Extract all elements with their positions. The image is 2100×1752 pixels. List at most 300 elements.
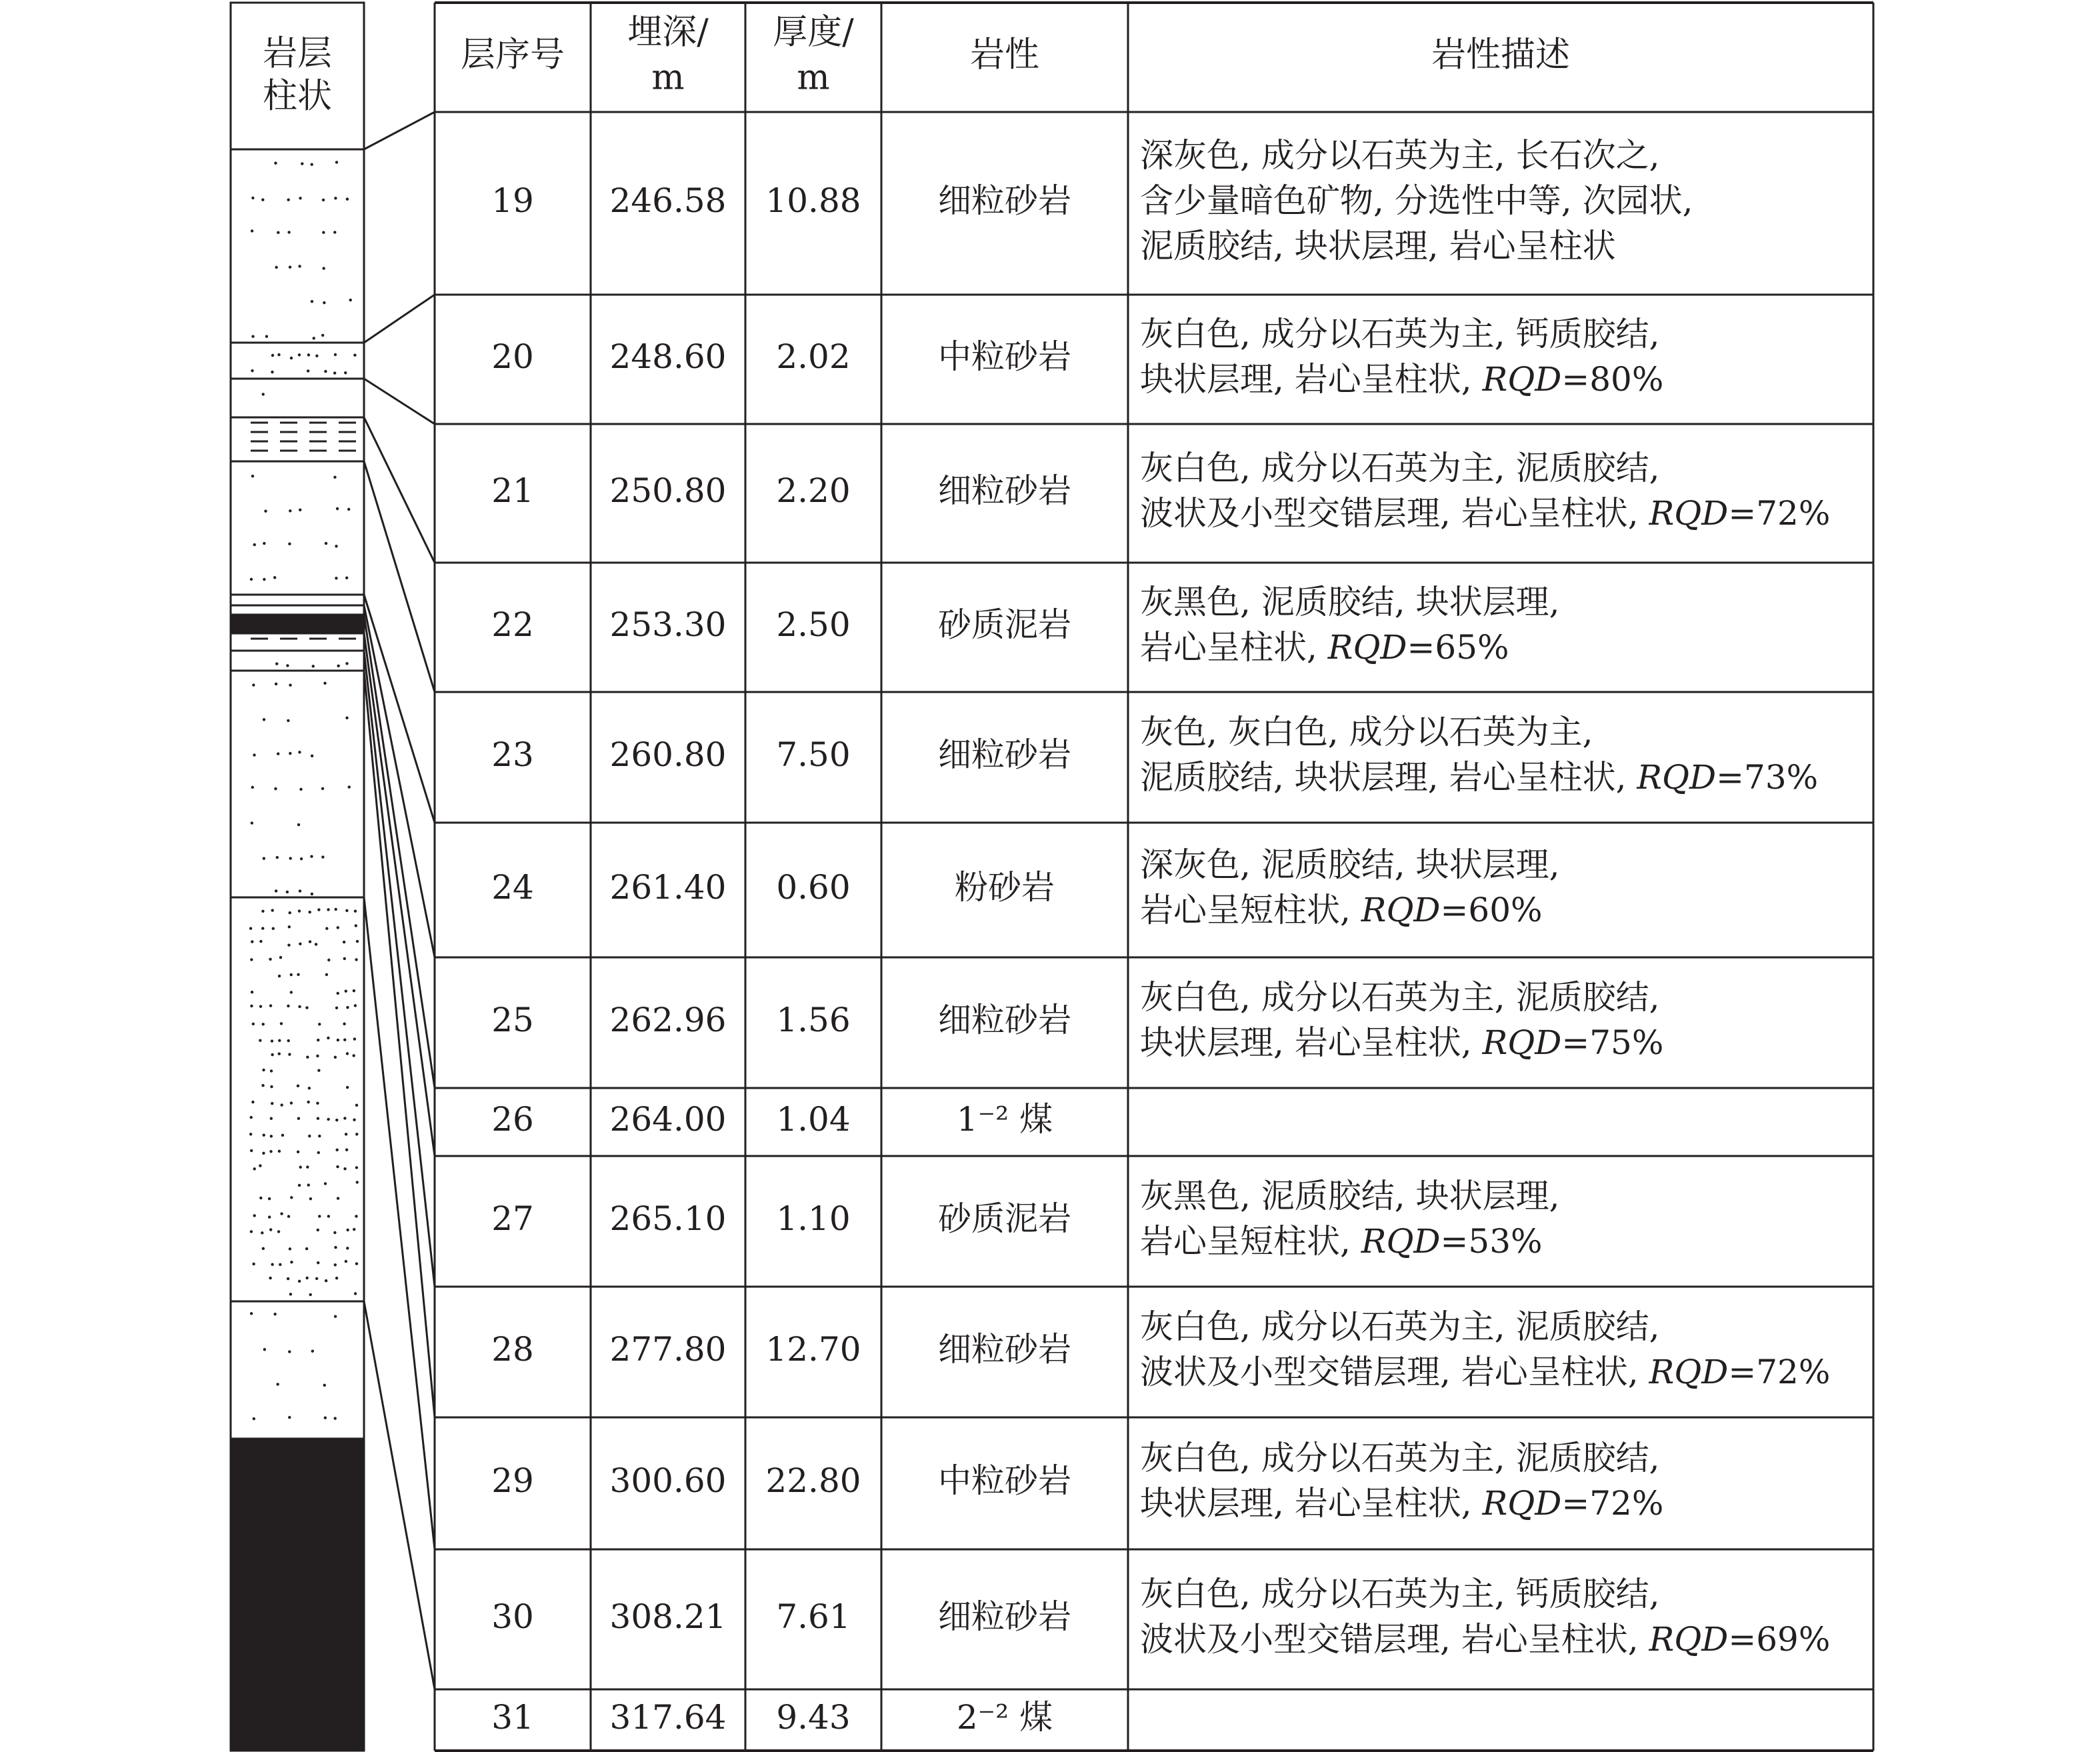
grain-dot: [299, 197, 301, 199]
grain-dot: [334, 1246, 337, 1249]
grain-dot: [315, 943, 317, 945]
cell-depth: 250.80: [609, 471, 727, 510]
grain-dot: [323, 1384, 326, 1387]
coal-fill: [231, 615, 364, 633]
description-text: =80%: [1561, 360, 1664, 399]
table-row: [491, 978, 1663, 1062]
header-depth-unit: m: [651, 57, 685, 98]
grain-dot: [251, 1101, 254, 1103]
grain-dot: [325, 973, 328, 976]
grain-dot: [317, 1069, 320, 1071]
grain-dot: [334, 197, 337, 199]
grain-dot: [317, 1117, 319, 1119]
grain-dot: [317, 1151, 320, 1154]
cell-seq: 19: [491, 181, 534, 220]
grain-dot: [345, 1260, 347, 1263]
grain-dot: [298, 751, 301, 753]
cell-description-line: [1140, 1023, 1663, 1062]
grain-dot: [276, 1383, 279, 1385]
description-text: =72%: [1728, 1353, 1831, 1391]
grain-dot: [269, 1228, 272, 1231]
cell-thickness: 2.20: [776, 471, 851, 510]
grain-dot: [333, 476, 336, 479]
grain-dot: [335, 577, 337, 579]
rqd-label: RQD: [1482, 1023, 1562, 1062]
grain-dot: [327, 959, 330, 961]
grain-dot: [272, 927, 275, 930]
grain-dot: [325, 927, 328, 930]
grain-dot: [253, 543, 256, 546]
grain-dot: [311, 163, 313, 165]
cell-description-line: [1140, 628, 1509, 667]
description-text: 含少量暗色矿物, 分选性中等, 次园状,: [1140, 181, 1693, 220]
cell-seq: 25: [491, 1001, 534, 1039]
rqd-label: RQD: [1649, 494, 1729, 533]
grain-dot: [288, 1350, 291, 1353]
grain-dot: [280, 1022, 283, 1025]
grain-dot: [315, 1277, 318, 1280]
cell-description-line: [1140, 891, 1543, 929]
cell-depth: 265.10: [609, 1199, 727, 1238]
grain-dot: [253, 753, 255, 756]
description-text: 波状及小型交错层理, 岩心呈柱状,: [1140, 494, 1649, 533]
grain-dot: [262, 393, 265, 395]
cell-lithology: 细粒砂岩: [938, 1330, 1071, 1369]
grain-dot: [298, 909, 301, 912]
strata-layer-fine: [250, 475, 351, 581]
rqd-label: RQD: [1482, 360, 1562, 399]
connector-line: [364, 112, 435, 149]
grain-dot: [324, 1416, 327, 1419]
grain-dot: [327, 1118, 329, 1121]
grain-dot: [355, 1166, 358, 1169]
description-text: =65%: [1407, 628, 1509, 667]
grain-dot: [271, 354, 274, 357]
cell-description-line: [1140, 1620, 1830, 1659]
grain-dot: [343, 1167, 346, 1170]
grain-dot: [271, 909, 273, 911]
strata-column: [231, 3, 364, 1751]
connector-line: [364, 651, 435, 1287]
table-row: [491, 713, 1818, 797]
grain-dot: [263, 578, 265, 581]
header-depth: 埋深/: [627, 12, 709, 53]
grain-dot: [307, 1183, 310, 1186]
grain-dot: [318, 1215, 321, 1217]
description-text: 深灰色, 泥质胶结, 块状层理,: [1140, 845, 1560, 884]
description-text: =72%: [1728, 494, 1831, 533]
cell-lithology: 细粒砂岩: [938, 181, 1071, 220]
grain-dot: [321, 855, 324, 858]
cell-depth: 277.80: [609, 1330, 727, 1369]
grain-dot: [277, 1230, 280, 1233]
grain-dot: [306, 1055, 309, 1058]
cell-seq: 26: [491, 1100, 534, 1139]
description-text: 块状层理, 岩心呈柱状,: [1140, 360, 1483, 399]
description-text: 波状及小型交错层理, 岩心呈柱状,: [1140, 1353, 1649, 1391]
grain-dot: [353, 1228, 355, 1231]
cell-depth: 248.60: [609, 337, 727, 376]
grain-dot: [308, 1087, 311, 1089]
description-text: =69%: [1728, 1620, 1831, 1659]
grain-dot: [353, 989, 355, 992]
cell-description-line: [1140, 315, 1659, 353]
grain-dot: [251, 991, 253, 993]
grain-dot: [343, 941, 345, 943]
description-text: 灰色, 灰白色, 成分以石英为主,: [1140, 713, 1593, 751]
grain-dot: [261, 198, 264, 201]
grain-dot: [325, 1279, 327, 1282]
strata-layer-fine: [251, 682, 351, 896]
cell-description-line: [1140, 713, 1593, 751]
cell-description-line: [1140, 1177, 1559, 1215]
grain-dot: [334, 1417, 337, 1419]
grain-dot: [298, 265, 301, 267]
grain-dot: [315, 355, 318, 357]
grain-dot: [250, 578, 253, 581]
grain-dot: [252, 1263, 255, 1265]
grain-dot: [278, 975, 281, 977]
grain-dot: [288, 1416, 291, 1419]
grain-dot: [263, 542, 265, 545]
cell-lithology: 砂质泥岩: [938, 1199, 1071, 1238]
description-text: 深灰色, 成分以石英为主, 长石次之,: [1140, 136, 1660, 175]
grain-dot: [310, 855, 313, 858]
grain-dot: [271, 1053, 273, 1056]
table-row: [491, 315, 1663, 399]
grain-dot: [263, 1133, 265, 1136]
description-text: 灰白色, 成分以石英为主, 钙质胶结,: [1140, 1575, 1660, 1613]
grain-dot: [253, 1167, 256, 1170]
grain-dot: [353, 1037, 356, 1040]
description-text: 泥质胶结, 块状层理, 岩心呈柱状,: [1140, 758, 1637, 797]
table-row: [491, 1307, 1830, 1391]
grain-dot: [299, 889, 301, 892]
grain-dot: [249, 1133, 252, 1135]
grain-dot: [279, 956, 282, 959]
grain-dot: [275, 266, 277, 269]
cell-description-line: [1140, 1353, 1830, 1391]
grain-dot: [300, 857, 303, 860]
grain-dot: [343, 1023, 345, 1025]
description-text: =75%: [1561, 1023, 1664, 1062]
cell-lithology: 中粒砂岩: [938, 337, 1071, 376]
grain-dot: [306, 1165, 309, 1168]
grain-dot: [327, 1037, 329, 1039]
grain-dot: [311, 893, 313, 895]
rqd-label: RQD: [1327, 628, 1407, 667]
grain-dot: [297, 1117, 300, 1120]
grain-dot: [262, 1069, 265, 1071]
grain-dot: [269, 1150, 272, 1153]
grain-dot: [299, 788, 302, 791]
grain-dot: [251, 369, 253, 372]
grain-dot: [337, 665, 339, 667]
grain-dot: [335, 1007, 338, 1009]
cell-description-line: [1140, 360, 1663, 399]
grain-dot: [317, 908, 320, 911]
grain-dot: [271, 1039, 273, 1042]
grain-dot: [251, 335, 254, 337]
grain-dot: [274, 161, 277, 164]
grain-dot: [309, 940, 311, 943]
cell-thickness: 2.02: [776, 337, 851, 376]
cell-thickness: 0.60: [776, 868, 851, 907]
header-thickness-unit: m: [797, 57, 830, 98]
grain-dot: [355, 1104, 358, 1107]
grain-dot: [353, 353, 356, 356]
header-thickness: 厚度/: [773, 12, 854, 53]
grain-dot: [270, 1135, 273, 1137]
grain-dot: [290, 357, 293, 359]
grain-dot: [335, 1119, 338, 1121]
connector-line: [364, 1301, 435, 1689]
grain-dot: [261, 927, 264, 929]
grain-dot: [333, 1231, 336, 1234]
grain-dot: [344, 371, 347, 374]
grain-dot: [356, 1181, 359, 1183]
grain-dot: [281, 1134, 284, 1137]
grain-dot: [345, 909, 348, 912]
grain-dot: [270, 1117, 273, 1120]
grain-dot: [337, 1197, 339, 1199]
grain-dot: [268, 1215, 271, 1218]
cell-lithology: 砂质泥岩: [938, 605, 1071, 644]
grain-dot: [355, 1133, 358, 1135]
grain-dot: [318, 1023, 321, 1025]
grain-dot: [251, 229, 253, 232]
grain-dot: [348, 785, 351, 788]
grain-dot: [252, 683, 255, 686]
grain-dot: [321, 787, 324, 790]
grain-dot: [307, 369, 309, 372]
rqd-label: RQD: [1361, 1222, 1441, 1261]
grain-dot: [305, 1277, 308, 1279]
cell-lithology: 细粒砂岩: [938, 1597, 1071, 1636]
grain-dot: [290, 991, 293, 993]
cell-thickness: 9.43: [776, 1698, 851, 1737]
header-seq: 层序号: [460, 35, 565, 75]
grain-dot: [337, 926, 339, 929]
strata-layer-medium: [249, 908, 359, 1296]
grain-dot: [335, 908, 337, 911]
grain-dot: [288, 1053, 291, 1055]
cell-thickness: 1.10: [776, 1199, 851, 1238]
grain-dot: [347, 508, 350, 511]
grain-dot: [278, 1039, 281, 1042]
grain-dot: [290, 1101, 293, 1104]
cell-thickness: 7.50: [776, 735, 851, 774]
cell-lithology: 1⁻² 煤: [956, 1100, 1053, 1139]
cell-lithology: 细粒砂岩: [938, 735, 1071, 774]
grain-dot: [269, 958, 271, 961]
cell-seq: 24: [491, 868, 534, 907]
grain-dot: [270, 1085, 273, 1088]
grain-dot: [327, 1215, 330, 1217]
strata-table: [435, 3, 1873, 1751]
grain-dot: [345, 717, 348, 719]
grain-dot: [355, 1262, 358, 1265]
grain-dot: [271, 1263, 273, 1265]
grain-dot: [345, 1133, 347, 1135]
strata-layer-fine: [275, 662, 349, 667]
grain-dot: [346, 197, 349, 200]
description-text: 灰白色, 成分以石英为主, 泥质胶结,: [1140, 978, 1660, 1017]
grain-dot: [334, 1263, 337, 1266]
grain-dot: [354, 1292, 357, 1295]
cell-lithology: 细粒砂岩: [938, 471, 1071, 510]
description-text: 灰黑色, 泥质胶结, 块状层理,: [1140, 1177, 1560, 1215]
cell-seq: 21: [491, 471, 534, 510]
table-row: [491, 1100, 1053, 1139]
grain-dot: [307, 1101, 309, 1103]
grain-dot: [287, 199, 289, 201]
cell-seq: 20: [491, 337, 534, 376]
cell-depth: 308.21: [609, 1597, 727, 1636]
grain-dot: [250, 1230, 253, 1233]
grain-dot: [327, 908, 329, 911]
grain-dot: [318, 1135, 321, 1137]
cell-description-line: [1140, 494, 1830, 533]
description-text: 灰白色, 成分以石英为主, 钙质胶结,: [1140, 315, 1660, 353]
grain-dot: [335, 1277, 338, 1279]
grain-dot: [251, 821, 253, 824]
grain-dot: [355, 1215, 357, 1217]
strata-layer-fine: [262, 393, 265, 395]
grain-dot: [269, 1277, 271, 1279]
description-text: 波状及小型交错层理, 岩心呈柱状,: [1140, 1620, 1649, 1659]
connector-line: [364, 897, 435, 1549]
grain-dot: [343, 957, 346, 960]
description-text: 岩心呈柱状,: [1140, 628, 1328, 667]
grain-dot: [305, 1247, 308, 1250]
grain-dot: [312, 665, 315, 667]
description-text: =73%: [1716, 758, 1819, 797]
cell-description-line: [1140, 758, 1818, 797]
grain-dot: [289, 684, 291, 687]
grain-dot: [278, 1150, 281, 1153]
table-row: [491, 136, 1693, 265]
grain-dot: [335, 545, 337, 547]
grain-dot: [308, 1135, 311, 1137]
grain-dot: [289, 1293, 292, 1295]
grain-dot: [274, 787, 277, 790]
grain-dot: [316, 1102, 319, 1105]
cell-description-line: [1140, 583, 1559, 621]
cell-seq: 28: [491, 1330, 534, 1369]
grain-dot: [345, 662, 348, 665]
cell-depth: 260.80: [609, 735, 727, 774]
grain-dot: [289, 509, 291, 512]
grain-dot: [251, 786, 254, 789]
grain-dot: [355, 958, 357, 961]
grain-dot: [275, 683, 277, 685]
cell-description-line: [1140, 845, 1559, 884]
grain-dot: [298, 1280, 301, 1283]
grain-dot: [354, 1004, 357, 1007]
grain-dot: [259, 1164, 261, 1167]
description-text: 灰白色, 成分以石英为主, 泥质胶结,: [1140, 1307, 1660, 1346]
grain-dot: [325, 542, 327, 545]
grain-dot: [346, 1006, 349, 1009]
description-text: 泥质胶结, 块状层理, 岩心呈柱状: [1140, 227, 1616, 265]
cell-depth: 317.64: [609, 1698, 727, 1737]
cell-thickness: 1.04: [776, 1100, 851, 1139]
grain-dot: [290, 1261, 293, 1263]
grain-dot: [263, 857, 265, 859]
strata-layer-medium: [251, 353, 356, 375]
grain-dot: [259, 940, 262, 943]
grain-dot: [305, 1006, 308, 1009]
grain-dot: [346, 1229, 349, 1231]
header-lithology: 岩性: [969, 35, 1040, 75]
grain-dot: [277, 353, 280, 356]
grain-dot: [287, 1215, 290, 1217]
grain-dot: [261, 1231, 263, 1234]
connector-line: [364, 417, 435, 563]
grain-dot: [298, 1005, 301, 1008]
grain-dot: [250, 1149, 253, 1152]
grain-dot: [297, 1151, 299, 1153]
grain-dot: [270, 1069, 273, 1072]
grain-dot: [277, 231, 279, 234]
cell-thickness: 1.56: [776, 1001, 851, 1039]
grain-dot: [323, 301, 325, 304]
cell-description-line: [1140, 1439, 1659, 1477]
strata-layer-mud: [251, 423, 356, 451]
grain-dot: [287, 719, 289, 722]
column-header-line1: 岩层: [262, 33, 333, 74]
cell-thickness: 22.80: [765, 1461, 861, 1500]
grain-dot: [259, 1197, 262, 1199]
grain-dot: [259, 1039, 261, 1042]
description-text: 岩心呈短柱状,: [1140, 891, 1361, 929]
cell-description-line: [1140, 978, 1659, 1017]
cell-thickness: 2.50: [776, 605, 851, 644]
grain-dot: [333, 231, 336, 233]
grain-dot: [353, 1119, 355, 1121]
grain-dot: [334, 1056, 337, 1059]
cell-description-line: [1140, 1575, 1659, 1613]
cell-thickness: 12.70: [765, 1330, 861, 1369]
cell-lithology: 粉砂岩: [955, 868, 1055, 907]
grain-dot: [299, 1166, 302, 1169]
cell-seq: 23: [491, 735, 534, 774]
grain-dot: [251, 197, 254, 199]
grain-dot: [287, 1039, 290, 1042]
strata-layer-fine: [251, 161, 352, 339]
grain-dot: [263, 718, 265, 721]
connector-line: [364, 615, 435, 1088]
grain-dot: [250, 958, 253, 961]
grain-dot: [287, 1005, 289, 1007]
connector-line: [364, 379, 435, 424]
grain-dot: [251, 475, 254, 477]
grain-dot: [271, 1102, 273, 1105]
rqd-label: RQD: [1649, 1353, 1729, 1391]
grain-dot: [297, 973, 299, 976]
grain-dot: [289, 752, 291, 755]
grain-dot: [273, 1313, 276, 1315]
grain-dot: [343, 1117, 346, 1119]
grain-dot: [251, 940, 253, 943]
grain-dot: [259, 1005, 262, 1007]
rqd-label: RQD: [1482, 1484, 1562, 1523]
grain-dot: [290, 1196, 293, 1199]
cell-depth: 264.00: [609, 1100, 727, 1139]
grain-dot: [250, 1005, 253, 1007]
grain-dot: [288, 925, 291, 928]
